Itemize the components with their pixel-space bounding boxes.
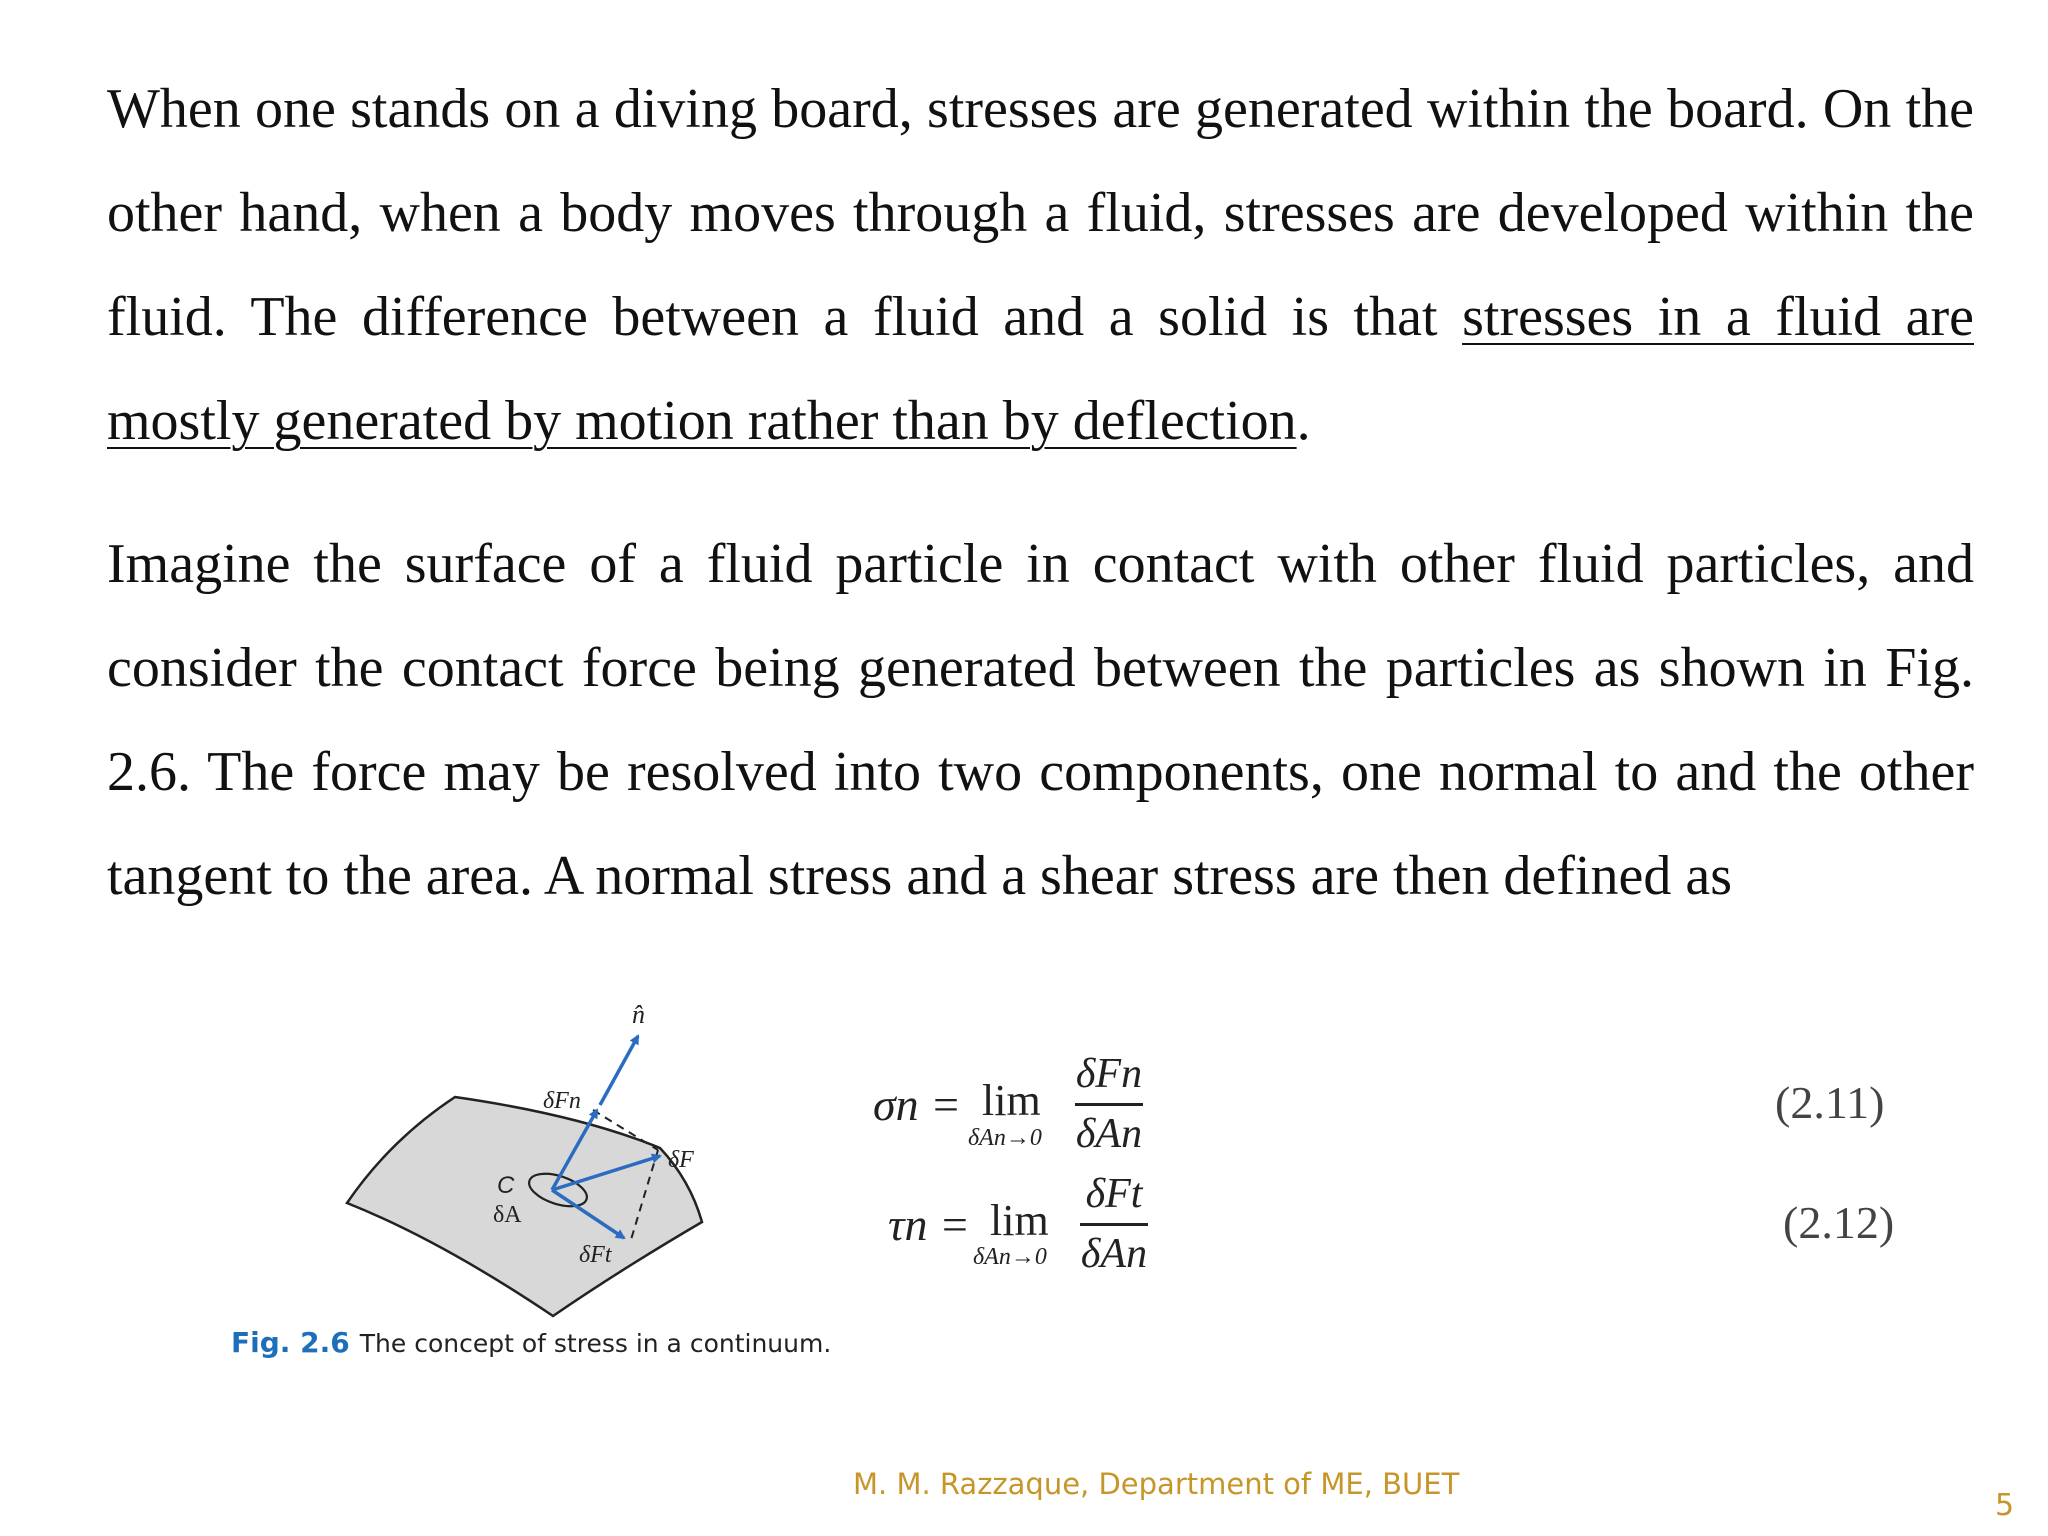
- eq2-numerator: δFt: [1085, 1171, 1143, 1217]
- page-number: 5: [1995, 1488, 2015, 1523]
- C-label: C: [497, 1172, 515, 1199]
- figure-caption: [231, 1326, 831, 1359]
- dF-label: δF: [668, 1147, 694, 1173]
- eq1-denominator: δAn: [1075, 1111, 1143, 1157]
- figure-caption-label: Fig. 2.6: [231, 1326, 350, 1359]
- eq1-lhs: σn =: [873, 1079, 962, 1130]
- n-hat-label: n̂: [632, 1000, 645, 1029]
- eq2-lim: lim: [990, 1196, 1049, 1245]
- footer-author: M. M. Razzaque, Department of ME, BUET: [853, 1467, 1460, 1501]
- eq2-lim-subscript: δAn→0: [973, 1244, 1047, 1270]
- paragraph-contact-force: Imagine the surface of a fluid particle in contact with other fluid particles, and consider the contact force being generated between the particles as shown in Fig. 2.6. The force may be resolved into two components, one normal to and the other tangent to the area. A normal stress and a shear stress are then defined as: [107, 533, 1974, 907]
- paragraph1-end: .: [1296, 390, 1311, 452]
- dFn-label: δFn: [543, 1088, 581, 1114]
- eq1-lim-subscript: δAn→0: [968, 1125, 1042, 1151]
- fluid-surface-patch: [347, 1097, 702, 1316]
- figure-caption-text: The concept of stress in a continuum.: [359, 1329, 832, 1358]
- eq2-denominator: δAn: [1080, 1231, 1148, 1277]
- eq2-lhs: τn =: [888, 1199, 971, 1250]
- eq2-number: (2.12): [1783, 1197, 1895, 1248]
- paragraph1-underlined-text: stresses in a fluid are mostly generated by motion rather than by deflection: [107, 286, 1974, 452]
- eq1-lim: lim: [982, 1076, 1041, 1125]
- dA-label: δA: [493, 1202, 522, 1228]
- eq1-fraction-bar: [1075, 1103, 1143, 1106]
- dFt-label: δFt: [579, 1242, 612, 1268]
- normal-vector-arrow: [600, 1036, 638, 1105]
- eq2-fraction-bar: [1080, 1223, 1148, 1226]
- eq1-number: (2.11): [1775, 1077, 1885, 1128]
- eq1-numerator: δFn: [1075, 1051, 1143, 1097]
- paragraph1-text: When one stands on a diving board, stresses are generated within the board. On the other hand, when a body moves through a fluid, stresses are developed within the fluid. The difference between a fluid and a solid is that: [107, 78, 1974, 348]
